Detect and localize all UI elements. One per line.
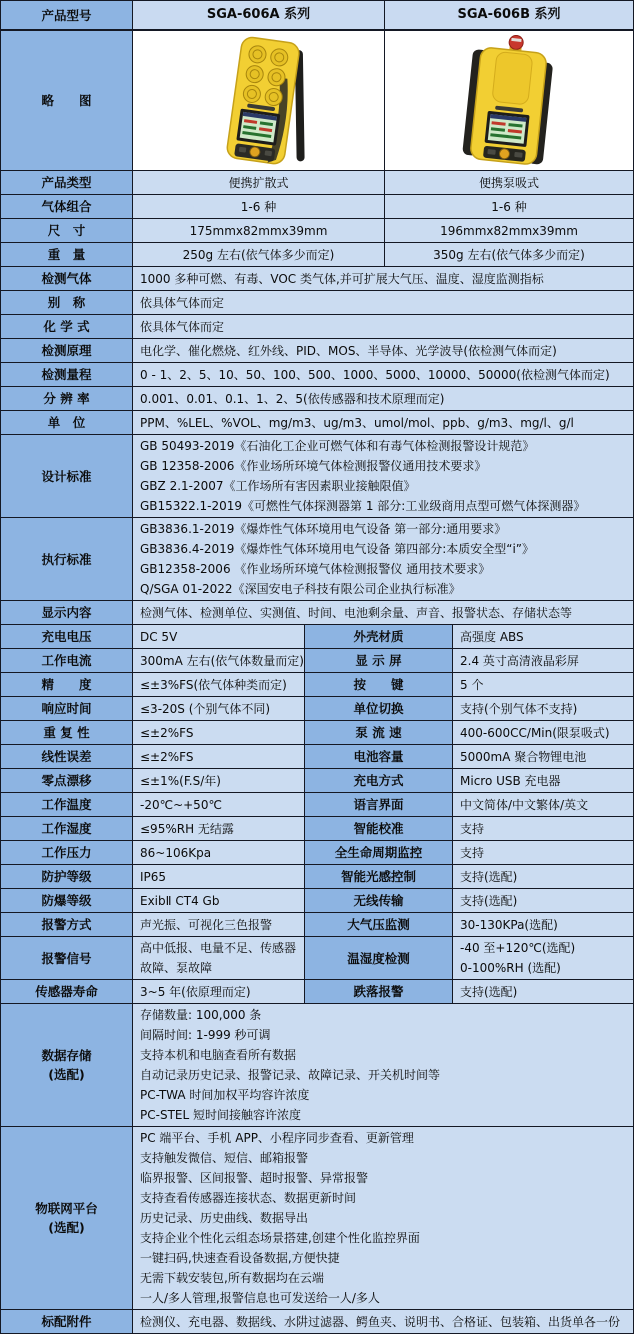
row-value-2 [452, 721, 633, 744]
row-label-1: 重 复 性 [1, 721, 132, 744]
row-label-2: 全生命周期监控 [304, 841, 452, 864]
row-value-2 [452, 697, 633, 720]
row-value-2 [452, 673, 633, 696]
row-label-2: 电池容量 [304, 745, 452, 768]
value-line: Micro USB 充电器 [460, 773, 561, 788]
row-value-1 [132, 721, 304, 744]
row-label: 检测气体 [1, 267, 132, 290]
spec-row [1, 518, 633, 601]
spec-row [1, 243, 633, 267]
product-image-a-cell [132, 31, 384, 170]
series-a-header: SGA-606A 系列 [132, 1, 384, 29]
value-line: 支持 [460, 845, 485, 860]
value-line: GB12358-2006 《作业场所环境气体检测报警仪 通用技术要求》 [140, 562, 491, 576]
value-line: 支持(选配) [460, 869, 518, 884]
row-value-2 [452, 625, 633, 648]
sga-606b-device-image [434, 35, 584, 167]
spec-row [1, 865, 633, 889]
value-line: ≤±1%(F.S/年) [140, 773, 221, 788]
value-line: GBZ 2.1-2007《工作场所有害因素职业接触限值》 [140, 479, 416, 493]
value-line: 0-100%RH (选配) [460, 961, 561, 975]
value-line: PPM、%LEL、%VOL、mg/m3、ug/m3、umol/mol、ppb、g/m3、mg/l、g/l [140, 415, 574, 430]
spec-row [1, 219, 633, 243]
row-value-1 [132, 937, 304, 979]
row-value [132, 387, 633, 410]
value-line: 支持(选配) [460, 984, 518, 999]
value-line: 3~5 年(依原理而定) [140, 984, 251, 999]
row-value-1 [132, 697, 304, 720]
row-label: 单 位 [1, 411, 132, 434]
row-label: 产品类型 [1, 171, 132, 194]
value-line: 高中低报、电量不足、传感器 [140, 941, 297, 955]
row-value-a: 1-6 种 [132, 195, 384, 218]
value-line: 依具体气体而定 [140, 319, 225, 334]
spec-row [1, 649, 633, 673]
value-line: 高强度 ABS [460, 629, 524, 644]
row-label-2: 按 键 [304, 673, 452, 696]
row-value-1 [132, 841, 304, 864]
value-line: 300mA 左右(依气体数量而定) [140, 653, 304, 668]
value-line: 检测气体、检测单位、实测值、时间、电池剩余量、声音、报警状态、存储状态等 [140, 605, 573, 620]
value-line: IP65 [140, 869, 167, 884]
value-line: -20℃~+50℃ [140, 797, 222, 812]
spec-row [1, 363, 633, 387]
row-label: 执行标准 [1, 518, 132, 600]
row-value-2 [452, 865, 633, 888]
row-value-1 [132, 865, 304, 888]
row-label: 尺 寸 [1, 219, 132, 242]
row-value [132, 601, 633, 624]
row-value-1 [132, 980, 304, 1003]
row-label-1: 精 度 [1, 673, 132, 696]
row-label-2: 温湿度检测 [304, 937, 452, 979]
spec-row [1, 745, 633, 769]
value-line: 支持触发微信、短信、邮箱报警 [140, 1151, 309, 1165]
row-label-2: 智能光感控制 [304, 865, 452, 888]
row-value-2 [452, 769, 633, 792]
spec-row [1, 673, 633, 697]
value-line: ≤±3%FS(依气体种类而定) [140, 677, 287, 692]
row-label: 重 量 [1, 243, 132, 266]
row-label-1: 零点漂移 [1, 769, 132, 792]
row-value-1 [132, 889, 304, 912]
row-label-2: 外壳材质 [304, 625, 452, 648]
row-value-1 [132, 793, 304, 816]
row-label: 标配附件 [1, 1310, 132, 1333]
spec-row [1, 601, 633, 625]
value-line: PC-TWA 时间加权平均容许浓度 [140, 1088, 310, 1102]
value-line: 依具体气体而定 [140, 295, 225, 310]
spec-row [1, 1310, 633, 1333]
row-label-1: 报警信号 [1, 937, 132, 979]
value-line: 声光振、可视化三色报警 [140, 917, 273, 932]
row-label-1: 工作电流 [1, 649, 132, 672]
value-line: GB3836.4-2019《爆炸性气体环境用电气设备 第四部分:本质安全型“i”》 [140, 542, 535, 556]
value-line: 一键扫码,快速查看设备数据,方便快捷 [140, 1251, 340, 1265]
row-label-line: 数据存储 [41, 1048, 92, 1063]
value-line: 2.4 英寸高清液晶彩屏 [460, 653, 579, 668]
value-line: 支持企业个性化云组态场景搭建,创建个性化监控界面 [140, 1231, 420, 1245]
spec-row [1, 1127, 633, 1310]
spec-row [1, 913, 633, 937]
value-line: DC 5V [140, 629, 178, 644]
series-b-header: SGA-606B 系列 [384, 1, 633, 29]
spec-row [1, 769, 633, 793]
row-label-2: 充电方式 [304, 769, 452, 792]
row-value [132, 1004, 633, 1126]
row-value-2 [452, 745, 633, 768]
row-label: 检测原理 [1, 339, 132, 362]
value-line: GB 50493-2019《石油化工企业可燃气体和有毒气体检测报警设计规范》 [140, 439, 535, 453]
row-label: 显示内容 [1, 601, 132, 624]
row-label: 化 学 式 [1, 315, 132, 338]
row-value-b: 1-6 种 [384, 195, 633, 218]
row-label-1: 防爆等级 [1, 889, 132, 912]
spec-row [1, 339, 633, 363]
value-line: ≤±2%FS [140, 749, 194, 764]
row-value [132, 1127, 633, 1309]
value-line: GB3836.1-2019《爆炸性气体环境用电气设备 第一部分:通用要求》 [140, 522, 507, 536]
sketch-label: 略 图 [1, 31, 132, 170]
spec-row [1, 315, 633, 339]
sketch-row [1, 31, 633, 171]
row-value-b: 196mmx82mmx39mm [384, 219, 633, 242]
row-value [132, 291, 633, 314]
row-value [132, 267, 633, 290]
value-line: PC 端平台、手机 APP、小程序同步查看、更新管理 [140, 1131, 414, 1145]
value-line: 中文简体/中文繁体/英文 [460, 797, 589, 812]
product-image-b-cell [384, 31, 633, 170]
row-label-2: 泵 流 速 [304, 721, 452, 744]
value-line: 间隔时间: 1-999 秒可调 [140, 1028, 271, 1042]
row-value-1 [132, 769, 304, 792]
value-line: -40 至+120℃(选配) [460, 941, 576, 955]
row-value-b: 350g 左右(依气体多少而定) [384, 243, 633, 266]
row-value [132, 1310, 633, 1333]
row-label-line: (选配) [48, 1067, 85, 1082]
row-label-1: 工作温度 [1, 793, 132, 816]
row-label [1, 1127, 132, 1309]
spec-row [1, 980, 633, 1004]
row-label-1: 工作压力 [1, 841, 132, 864]
value-line: 一人/多人管理,报警信息也可发送给一人/多人 [140, 1291, 380, 1305]
row-value-b: 便携泵吸式 [384, 171, 633, 194]
value-line: 400-600CC/Min(限泵吸式) [460, 725, 610, 740]
spec-row [1, 937, 633, 980]
row-value-2 [452, 841, 633, 864]
row-label: 别 称 [1, 291, 132, 314]
row-value-1 [132, 625, 304, 648]
row-value [132, 315, 633, 338]
value-line: 支持查看传感器连接状态、数据更新时间 [140, 1191, 357, 1205]
row-value [132, 435, 633, 517]
row-label-1: 充电电压 [1, 625, 132, 648]
row-label-1: 传感器寿命 [1, 980, 132, 1003]
spec-row [1, 195, 633, 219]
spec-row [1, 721, 633, 745]
row-label: 设计标准 [1, 435, 132, 517]
value-line: ≤3-20S (个别气体不同) [140, 701, 271, 716]
spec-row [1, 841, 633, 865]
row-value-2 [452, 913, 633, 936]
row-value [132, 339, 633, 362]
row-value-a: 便携扩散式 [132, 171, 384, 194]
device-screen [236, 108, 280, 145]
value-line: 自动记录历史记录、报警记录、故障记录、开关机时间等 [140, 1068, 441, 1082]
row-label: 检测量程 [1, 363, 132, 386]
row-value-1 [132, 673, 304, 696]
spec-row [1, 435, 633, 518]
value-line: 支持 [460, 821, 485, 836]
value-line: 5 个 [460, 677, 484, 692]
row-label-line: (选配) [48, 1220, 85, 1235]
value-line: 支持(选配) [460, 893, 518, 908]
value-line: ≤95%RH 无结露 [140, 821, 234, 836]
row-value-2 [452, 980, 633, 1003]
row-value-1 [132, 649, 304, 672]
value-line: Q/SGA 01-2022《深国安电子科技有限公司企业执行标准》 [140, 582, 461, 596]
value-line: 检测仪、充电器、数据线、水阱过滤器、鳄鱼夹、说明书、合格证、包装箱、出货单各一份 [140, 1314, 621, 1329]
spec-row [1, 1004, 633, 1127]
value-line: 0 - 1、2、5、10、50、100、500、1000、5000、10000、50000(依检测气体而定) [140, 367, 610, 382]
value-line: ≤±2%FS [140, 725, 194, 740]
row-label-2: 大气压监测 [304, 913, 452, 936]
row-label [1, 1004, 132, 1126]
value-line: 0.001、0.01、0.1、1、2、5(依传感器和技术原理而定) [140, 391, 445, 406]
spec-row [1, 171, 633, 195]
row-label: 分 辨 率 [1, 387, 132, 410]
row-label-1: 响应时间 [1, 697, 132, 720]
row-label-2: 单位切换 [304, 697, 452, 720]
spec-row [1, 387, 633, 411]
row-label-2: 无线传输 [304, 889, 452, 912]
row-value-1 [132, 817, 304, 840]
row-value-1 [132, 745, 304, 768]
value-line: 30-130KPa(选配) [460, 917, 558, 932]
spec-row [1, 697, 633, 721]
row-value [132, 518, 633, 600]
value-line: GB15322.1-2019《可燃性气体探测器第 1 部分:工业级商用点型可燃气体探测器》 [140, 499, 586, 513]
spec-row [1, 411, 633, 435]
row-label-2: 智能校准 [304, 817, 452, 840]
row-value-a: 175mmx82mmx39mm [132, 219, 384, 242]
row-value-2 [452, 937, 633, 979]
row-value-a: 250g 左右(依气体多少而定) [132, 243, 384, 266]
row-label-line: 物联网平台 [35, 1201, 98, 1216]
value-line: ExibⅡ CT4 Gb [140, 893, 220, 908]
row-label-2: 语言界面 [304, 793, 452, 816]
spec-rows-container [1, 171, 633, 1333]
value-line: 故障、泵故障 [140, 961, 213, 975]
row-value [132, 411, 633, 434]
device-screen [485, 110, 530, 146]
row-label-2: 跌落报警 [304, 980, 452, 1003]
row-label-1: 报警方式 [1, 913, 132, 936]
row-label-1: 防护等级 [1, 865, 132, 888]
value-line: 支持(个别气体不支持) [460, 701, 578, 716]
row-value [132, 363, 633, 386]
row-label: 气体组合 [1, 195, 132, 218]
value-line: 支持本机和电脑查看所有数据 [140, 1048, 297, 1062]
spec-row [1, 267, 633, 291]
table-header-row [1, 1, 633, 31]
spec-row [1, 291, 633, 315]
value-line: 历史记录、历史曲线、数据导出 [140, 1211, 309, 1225]
spec-row [1, 793, 633, 817]
spec-row [1, 625, 633, 649]
row-value-2 [452, 817, 633, 840]
value-line: 临界报警、区间报警、超时报警、异常报警 [140, 1171, 369, 1185]
spec-row [1, 889, 633, 913]
spec-row [1, 817, 633, 841]
value-line: GB 12358-2006《作业场所环境气体检测报警仪通用技术要求》 [140, 459, 487, 473]
value-line: 1000 多种可燃、有毒、VOC 类气体,并可扩展大气压、温度、湿度监测指标 [140, 271, 544, 286]
row-value-2 [452, 889, 633, 912]
value-line: 电化学、催化燃烧、红外线、PID、MOS、半导体、光学波导(依检测气体而定) [140, 343, 557, 358]
value-line: 86~106Kpa [140, 845, 212, 860]
row-value-2 [452, 649, 633, 672]
row-label-1: 工作湿度 [1, 817, 132, 840]
row-label-2: 显 示 屏 [304, 649, 452, 672]
value-line: 5000mA 聚合物锂电池 [460, 749, 587, 764]
sga-606a-device-image [184, 35, 334, 167]
row-value-1 [132, 913, 304, 936]
row-value-2 [452, 793, 633, 816]
value-line: PC-STEL 短时间接触容许浓度 [140, 1108, 301, 1122]
value-line: 无需下载安装包,所有数据均在云端 [140, 1271, 324, 1285]
value-line: 存储数量: 100,000 条 [140, 1008, 262, 1022]
row-label-1: 线性误差 [1, 745, 132, 768]
product-model-header: 产品型号 [1, 1, 132, 29]
